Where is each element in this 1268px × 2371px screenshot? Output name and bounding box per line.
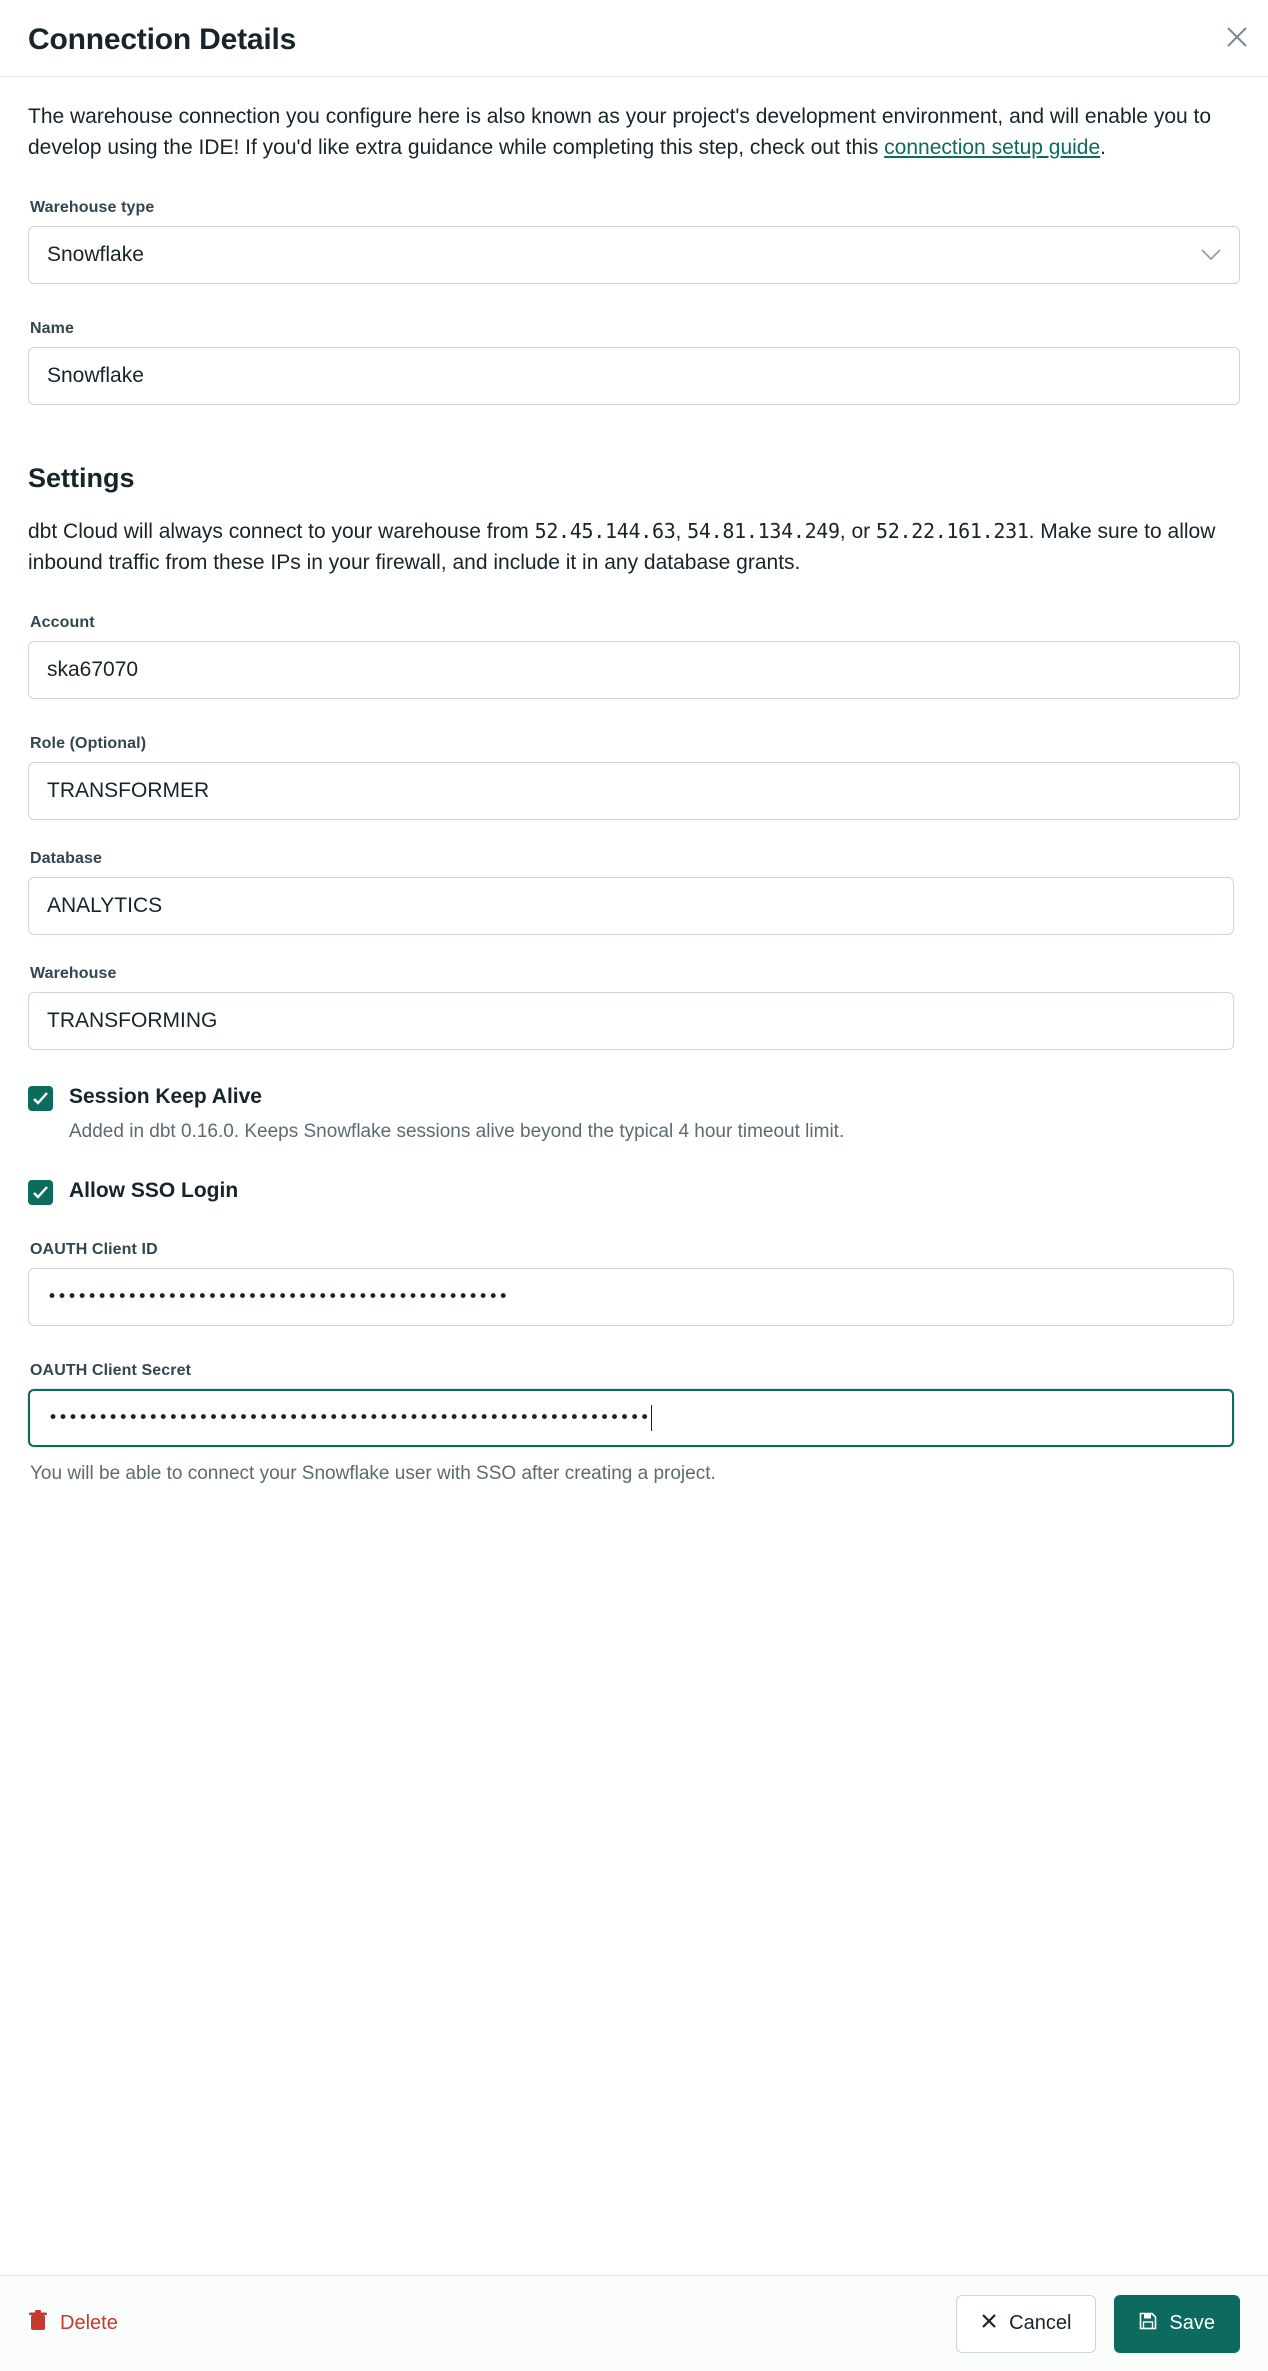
session-keep-alive-label: Session Keep Alive [69, 1085, 262, 1109]
close-icon[interactable] [1220, 18, 1256, 54]
save-disk-icon [1139, 2312, 1157, 2336]
settings-heading: Settings [28, 463, 135, 494]
warehouse-value: TRANSFORMING [47, 1009, 218, 1033]
ip-address-1: 52.45.144.63 [534, 519, 676, 544]
delete-label: Delete [60, 2312, 118, 2334]
warehouse-label: Warehouse [30, 965, 117, 983]
settings-desc-part1: dbt Cloud will always connect to your warehouse from [28, 520, 535, 544]
ip-sep-2: , or [839, 520, 876, 544]
sso-helper-text: You will be able to connect your Snowflake user with SSO after creating a project. [30, 1463, 716, 1485]
cancel-button[interactable] [956, 2295, 1096, 2353]
session-keep-alive-checkbox[interactable] [28, 1086, 53, 1111]
text-caret [651, 1405, 652, 1431]
warehouse-type-label: Warehouse type [30, 199, 155, 217]
delete-button[interactable] [28, 2310, 118, 2338]
warehouse-type-value: Snowflake [47, 243, 144, 267]
account-value: ska67070 [47, 658, 139, 682]
intro-text-after: . [1100, 136, 1106, 160]
allow-sso-checkbox[interactable] [28, 1180, 53, 1205]
page-title: Connection Details [28, 23, 297, 56]
name-value: Snowflake [47, 364, 144, 388]
oauth-client-secret-input[interactable] [28, 1389, 1234, 1447]
account-label: Account [30, 614, 95, 632]
database-value: ANALYTICS [47, 894, 163, 918]
chevron-down-icon [1201, 243, 1221, 267]
trash-icon [28, 2310, 48, 2338]
allow-sso-texts [69, 1178, 1240, 1203]
oauth-client-id-label: OAUTH Client ID [30, 1241, 158, 1259]
connection-setup-guide-link[interactable]: connection setup guide [884, 136, 1101, 160]
warehouse-type-select[interactable] [28, 226, 1240, 284]
intro-text-before: The warehouse connection you configure here is also known as your project's development environment, and will enable you to develop using the IDE! If you'd like extra guidance while completing this step, check out this [28, 105, 1212, 160]
role-label: Role (Optional) [30, 735, 147, 753]
oauth-client-id-value: •••••••••••••••••••••••••••••••••••••••••••••• [47, 1287, 509, 1308]
modal-header [0, 0, 1268, 77]
allow-sso-row[interactable] [28, 1178, 1240, 1205]
oauth-client-secret-value: •••••••••••••••••••••••••••••••••••••••••••••••••••••••••••• [48, 1408, 650, 1429]
cancel-label: Cancel [1009, 2312, 1072, 2334]
database-input[interactable] [28, 877, 1234, 935]
modal-footer [0, 2275, 1268, 2371]
ip-address-2: 54.81.134.249 [687, 519, 840, 544]
database-label: Database [30, 850, 102, 868]
intro-paragraph [28, 101, 1240, 163]
warehouse-input[interactable] [28, 992, 1234, 1050]
session-keep-alive-row[interactable] [28, 1084, 1240, 1144]
save-label: Save [1169, 2312, 1215, 2334]
oauth-client-secret-label: OAUTH Client Secret [30, 1362, 192, 1380]
allow-sso-label: Allow SSO Login [69, 1179, 239, 1203]
role-input[interactable] [28, 762, 1240, 820]
footer-actions [956, 2295, 1240, 2353]
settings-desc-part2: . Make sure to allow inbound traffic from these IPs in your firewall, and include it in any database grants. [28, 520, 1216, 575]
settings-description [28, 516, 1240, 578]
account-input[interactable] [28, 641, 1240, 699]
ip-sep-1: , [675, 520, 688, 544]
session-keep-alive-description: Added in dbt 0.16.0. Keeps Snowflake sessions alive beyond the typical 4 hour timeout limit. [69, 1120, 845, 1142]
save-button[interactable] [1114, 2295, 1240, 2353]
oauth-client-id-input[interactable] [28, 1268, 1234, 1326]
x-icon [981, 2312, 997, 2335]
name-input[interactable] [28, 347, 1240, 405]
role-value: TRANSFORMER [47, 779, 210, 803]
session-keep-alive-texts [69, 1084, 1240, 1144]
name-label: Name [30, 320, 74, 338]
modal-body [0, 77, 1268, 2275]
ip-address-3: 52.22.161.231 [875, 519, 1029, 544]
